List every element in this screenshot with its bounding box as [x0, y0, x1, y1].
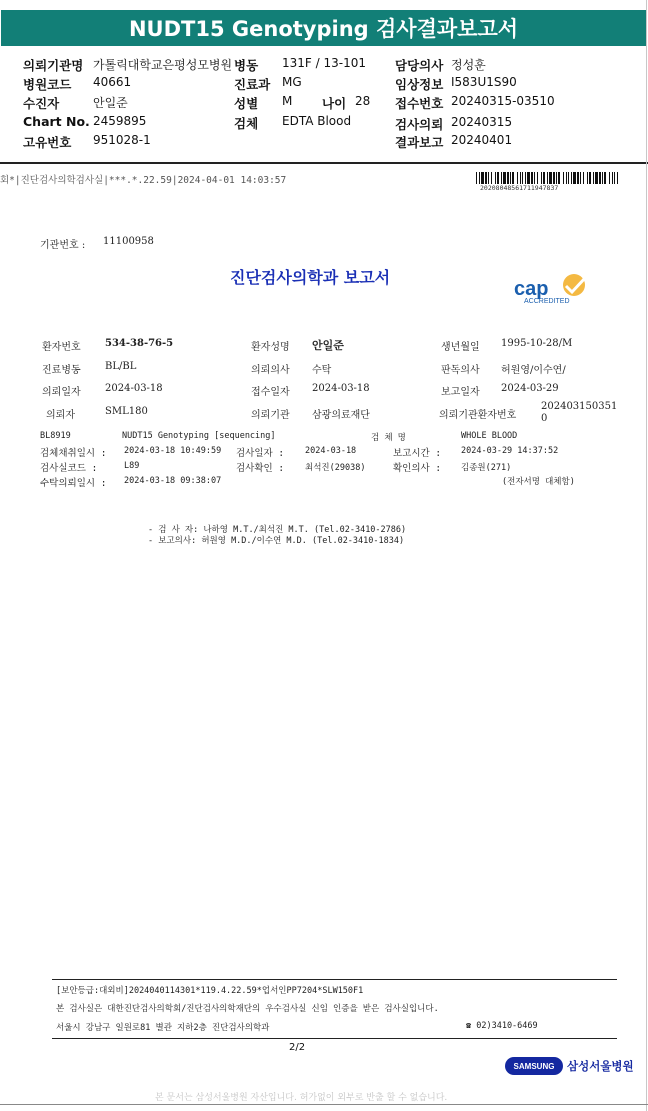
header-value: 2459895	[93, 114, 147, 128]
req-doctor-label: 의뢰의사	[251, 365, 290, 376]
report-date-label: 보고일자	[441, 387, 480, 398]
hospital-name: 삼성서울병원	[567, 1059, 634, 1073]
barcode-bar	[534, 172, 535, 184]
staff-tester: - 검 사 자: 나하영 M.T./최석진 M.T. (Tel.02-3410-2786)	[148, 525, 407, 535]
verify: 김종원(271)	[461, 463, 512, 473]
report-date: 2024-03-29	[501, 383, 559, 394]
barcode-bar	[476, 172, 477, 184]
header-label: 담당의사	[395, 58, 444, 73]
report-main-title: NUDT15 Genotyping 검사결과보고서	[128, 17, 519, 41]
barcode-bar	[522, 172, 523, 184]
collect-label: 검체채취일시 :	[40, 448, 107, 459]
barcode-bar	[512, 172, 514, 184]
barcode-bar	[479, 172, 480, 184]
accept-label: 수탁의뢰일시 :	[40, 478, 107, 489]
barcode-bar	[481, 172, 484, 184]
certification-note: 본 검사실은 대한진단검사의학회/진단검사의학재단의 우수검사실 신임 인증을 받은 검사실입니다.	[56, 1004, 439, 1014]
header-value: 20240315	[451, 115, 513, 129]
header-label: 검체	[234, 116, 259, 131]
cap-accredited-logo	[510, 272, 600, 310]
header-divider	[0, 162, 648, 164]
esign-note: (전자서명 대체함)	[502, 477, 575, 487]
header-label: 병동	[234, 58, 259, 73]
page-bottom-rule	[0, 1104, 648, 1105]
barcode-bar	[497, 172, 499, 184]
barcode-bar	[583, 172, 584, 184]
barcode-bar	[547, 172, 548, 184]
ownership-notice: 본 문서는 삼성서울병원 자산입니다. 허가없이 외부로 반출 할 수 없습니다.	[155, 1093, 448, 1103]
barcode-bar	[609, 172, 610, 184]
barcode-bar	[501, 172, 502, 184]
header-value: I583U1S90	[451, 75, 517, 89]
req-inst-label: 의뢰기관	[251, 410, 290, 421]
barcode-bar	[510, 172, 511, 184]
barcode-bar	[580, 172, 581, 184]
samsung-logo-text: SAMSUNG	[513, 1061, 555, 1071]
barcode-bar	[531, 172, 533, 184]
header-value: EDTA Blood	[282, 114, 352, 128]
barcode-bar	[571, 172, 572, 184]
header-label: 성별	[234, 96, 259, 111]
header-value: 가톨릭대학교은평성모병원	[93, 58, 233, 72]
patient-name: 안일준	[312, 339, 344, 352]
header-label: 검사의뢰	[395, 117, 444, 132]
patient-no: 534-38-76-5	[105, 338, 174, 349]
barcode-bar	[558, 172, 560, 184]
header-label: 임상정보	[395, 77, 444, 92]
ward: BL/BL	[105, 361, 137, 372]
report-time-label: 보고시간 :	[393, 448, 442, 459]
barcode-bar	[541, 172, 542, 184]
barcode-bar	[527, 172, 530, 184]
barcode-bar	[587, 172, 588, 184]
barcode-bar	[604, 172, 606, 184]
barcode-bar	[599, 172, 601, 184]
confirm-label: 검사확인 :	[236, 463, 285, 474]
lab-code: L89	[124, 461, 140, 471]
barcode-number: 20208048561711947837	[480, 184, 559, 192]
collect-time: 2024-03-18 10:49:59	[124, 446, 222, 456]
lab-phone: ☎ 02)3410-6469	[466, 1021, 538, 1031]
ward-label: 진료병동	[42, 365, 81, 376]
recv-date-label: 접수일자	[251, 387, 290, 398]
lab-code-label: 검사실코드 :	[40, 463, 98, 474]
samsung-logo	[505, 1057, 563, 1075]
header-label: 고유번호	[23, 135, 72, 150]
specimen-label: 검 체 명	[371, 433, 406, 443]
header-value: 131F / 13-101	[282, 56, 366, 70]
barcode-image	[476, 172, 618, 184]
barcode-bar	[503, 172, 506, 184]
lab-address: 서울시 강남구 일원로81 별관 지하2층 진단검사의학과	[56, 1023, 270, 1033]
report-title-bar	[1, 10, 646, 46]
dob-label: 생년월일	[441, 342, 480, 353]
barcode-bar	[617, 172, 618, 184]
reader-label: 판독의사	[441, 365, 480, 376]
test-code: BL8919	[40, 431, 71, 441]
verify-label: 확인의사 :	[393, 463, 442, 474]
barcode-bar	[485, 172, 487, 184]
print-meta-line: 회*|진단검사의학검사실|***.*.22.59|2024-04-01 14:03:57	[0, 175, 287, 186]
report-title: 진단검사의학과 보고서	[230, 268, 391, 287]
barcode-bar	[507, 172, 509, 184]
accept-time: 2024-03-18 09:38:07	[124, 476, 222, 486]
header-label: 병원코드	[23, 77, 72, 92]
header-value: 951028-1	[93, 133, 151, 147]
header-label: 나이	[322, 96, 347, 111]
req-date-label: 의뢰일자	[42, 387, 81, 398]
barcode-bar	[612, 172, 613, 184]
barcode-bar	[537, 172, 538, 184]
specimen: WHOLE BLOOD	[461, 431, 518, 441]
exam-date: 2024-03-18	[305, 446, 357, 456]
barcode-bar	[573, 172, 576, 184]
barcode-bar	[577, 172, 579, 184]
barcode-bar	[589, 172, 591, 184]
barcode-bar	[549, 172, 552, 184]
barcode-bar	[517, 172, 518, 184]
institution-no-label: 기관번호 :	[40, 240, 86, 251]
footer-divider-bottom	[52, 1038, 617, 1039]
header-value: M	[282, 94, 293, 108]
page-number: 2/2	[289, 1042, 306, 1053]
header-value: 28	[355, 94, 371, 108]
test-name: NUDT15 Genotyping [sequencing]	[122, 431, 276, 441]
req-date: 2024-03-18	[105, 383, 163, 394]
req-inst-pt-2: 0	[541, 413, 548, 424]
barcode-bar	[602, 172, 603, 184]
cap-logo-subtext: ACCREDITED	[524, 298, 570, 305]
req-inst-pt-1: 202403150351	[541, 401, 618, 412]
barcode-bar	[520, 172, 521, 184]
cap-logo-text: cap	[514, 278, 549, 300]
exam-date-label: 검사일자 :	[236, 448, 285, 459]
header-value: MG	[282, 75, 302, 89]
header-label: 결과보고	[395, 135, 444, 150]
dob: 1995-10-28/M	[501, 338, 573, 349]
barcode-bar	[563, 172, 564, 184]
header-label: 수진자	[23, 96, 60, 111]
report-time: 2024-03-29 14:37:52	[461, 446, 559, 456]
header-label: Chart No.	[23, 114, 90, 129]
header-value: 40661	[93, 75, 132, 89]
barcode-bar	[556, 172, 557, 184]
barcode-bar	[593, 172, 594, 184]
barcode-bar	[553, 172, 555, 184]
reader: 허원영/이수연/	[501, 365, 566, 376]
requester: SML180	[105, 406, 148, 417]
barcode-bar	[525, 172, 526, 184]
header-value: 정성훈	[451, 58, 486, 72]
barcode-bar	[488, 172, 489, 184]
barcode-bar	[566, 172, 567, 184]
barcode-bar	[614, 172, 615, 184]
header-label: 진료과	[234, 77, 271, 92]
institution-no: 11100958	[103, 236, 154, 247]
patient-name-label: 환자성명	[251, 342, 290, 353]
barcode-bar	[491, 172, 492, 184]
barcode-bar	[568, 172, 569, 184]
footer-divider-top	[52, 979, 617, 980]
header-label: 의뢰기관명	[23, 58, 84, 73]
confirm: 최석진(29038)	[305, 463, 366, 473]
staff-reporter: - 보고의사: 허원영 M.D./이수연 M.D. (Tel.02-3410-1834)	[148, 536, 405, 546]
requester-label: 의뢰자	[46, 410, 75, 421]
patient-no-label: 환자번호	[42, 342, 81, 353]
req-inst: 삼광의료재단	[312, 410, 370, 421]
header-value: 안일준	[93, 96, 128, 110]
barcode-bar	[595, 172, 598, 184]
page-border	[646, 0, 647, 1111]
header-label: 접수번호	[395, 96, 444, 111]
barcode-bar	[543, 172, 545, 184]
req-doctor: 수탁	[312, 365, 332, 376]
header-value: 20240401	[451, 133, 513, 147]
recv-date: 2024-03-18	[312, 383, 370, 394]
barcode-bar	[495, 172, 496, 184]
header-value: 20240315-03510	[451, 94, 555, 108]
security-line: [보안등급:대외비]2024040114301*119.4.22.59*업서인PP7204*SLW150F1	[56, 986, 364, 996]
req-inst-pt-label: 의뢰기관환자번호	[439, 410, 517, 421]
